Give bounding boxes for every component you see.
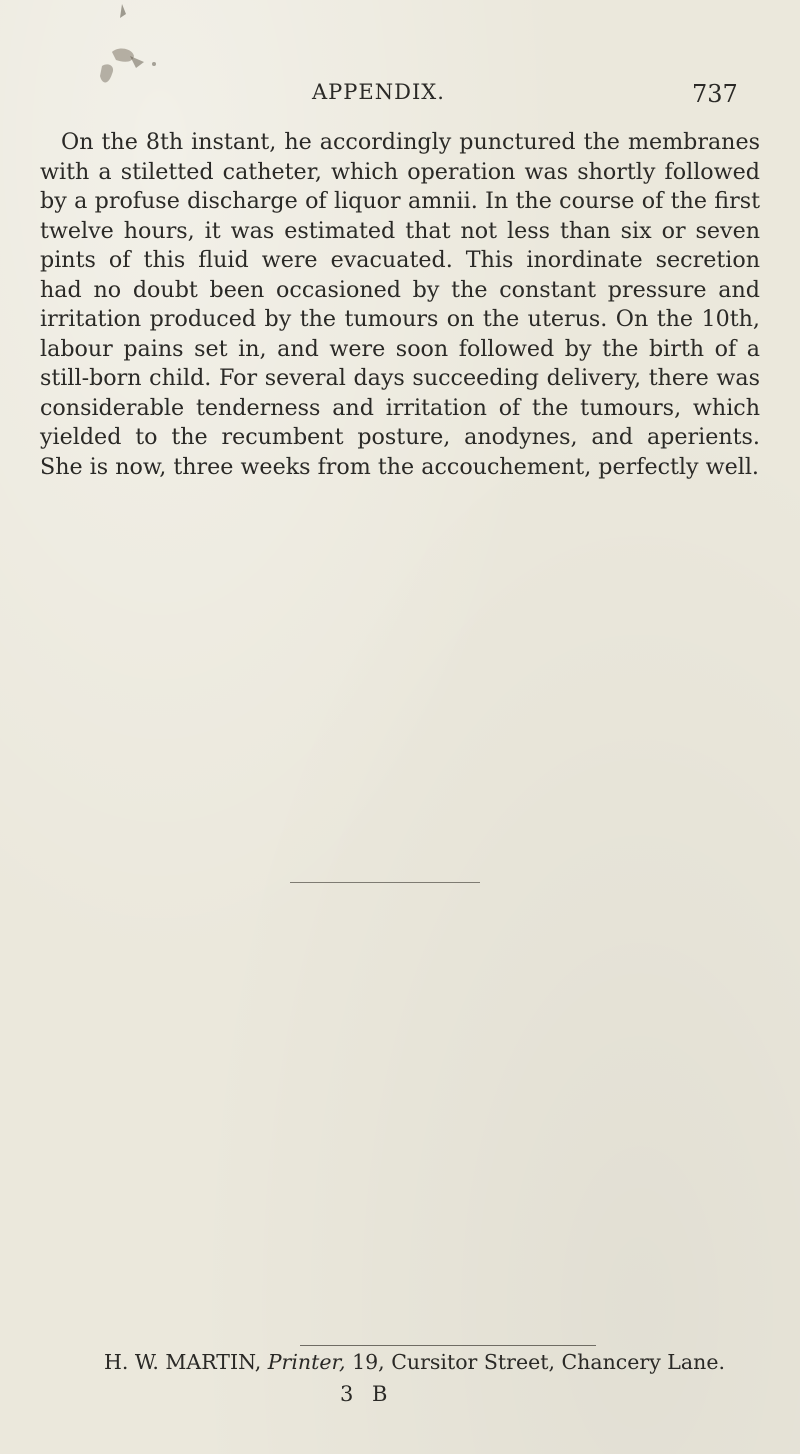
signature-mark: 3 B bbox=[340, 1382, 394, 1406]
printer-address: 19, Cursitor Street, Chancery Lane. bbox=[352, 1350, 725, 1374]
body-paragraph: On the 8th instant, he accordingly punctured the membranes with a stiletted catheter, which operation was shortly followed by a profuse discharge of liquor amnii. In the course of the first twelve hours, it was estimated that not less than six or seven pints of this fluid were evacuated. This inordinate secretion had no doubt been occasioned by the constant pressure and irritation produced by the tumours on the uterus. On the 10th, labour pains set in, and were soon followed by the birth of a still-born child. For several days succeeding delivery, there was considerable tenderness and irritation of the tumours, which yielded to the recumbent posture, anodynes, and aperients. She is now, three weeks from the accouchement, perfectly well. bbox=[40, 129, 760, 480]
page-header bbox=[0, 80, 800, 112]
section-divider bbox=[290, 882, 480, 883]
printer-name: H. W. MARTIN, bbox=[104, 1350, 262, 1374]
printer-role: Printer, bbox=[267, 1350, 346, 1374]
imprint-rule bbox=[300, 1345, 596, 1346]
running-head: APPENDIX. bbox=[312, 80, 445, 104]
page-number: 737 bbox=[692, 80, 738, 108]
printer-imprint bbox=[104, 1350, 784, 1374]
